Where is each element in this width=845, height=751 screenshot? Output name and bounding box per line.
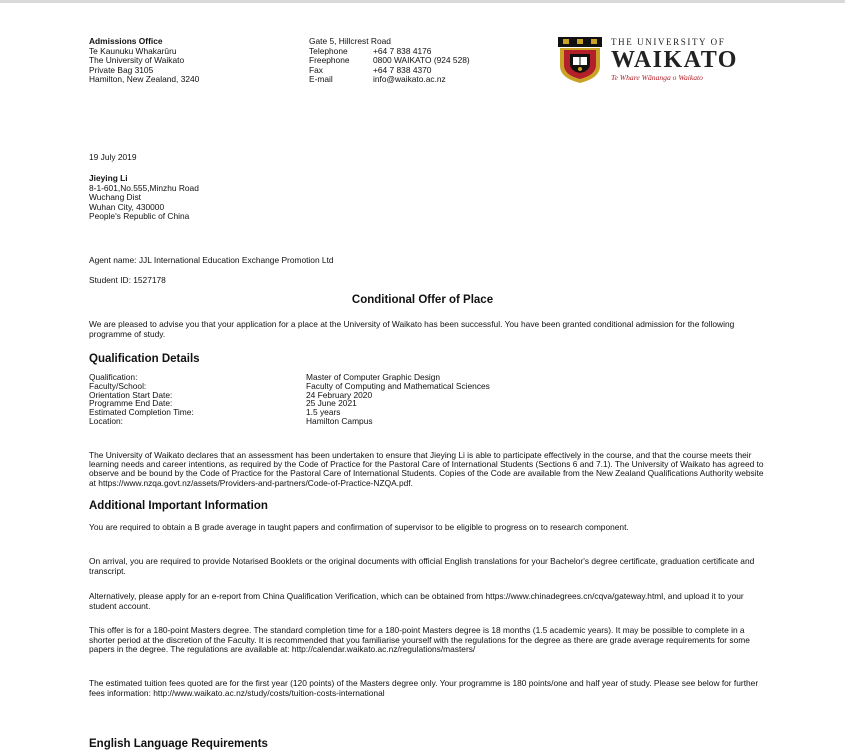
qualification-label: Orientation Start Date: xyxy=(89,389,173,400)
qualification-label: Location: xyxy=(89,415,123,426)
logo-motto: Te Whare Wānanga o Waikato xyxy=(611,73,703,82)
letter-date: 19 July 2019 xyxy=(89,152,137,162)
logo-wordmark xyxy=(611,37,738,83)
recipient-name: Jieying Li xyxy=(89,173,128,183)
intro-paragraph: We are pleased to advise you that your application for a place at the University of Waikato has been successful. You have been granted conditional admission for the following programme of study. xyxy=(89,319,735,339)
additional-info-heading: Additional Important Information xyxy=(89,500,268,512)
recipient-line: People's Republic of China xyxy=(89,211,190,222)
qualification-row xyxy=(89,417,490,426)
recipient-block xyxy=(89,174,199,222)
qualification-label: Estimated Completion Time: xyxy=(89,407,194,418)
office-line: Private Bag 3105 xyxy=(89,64,154,75)
contact-label: Freephone xyxy=(309,55,350,66)
admissions-office-block xyxy=(89,37,199,85)
contact-value: +64 7 838 4176 xyxy=(373,45,432,56)
contact-value: 0800 WAIKATO (924 528) xyxy=(373,55,470,66)
office-line: The University of Waikato xyxy=(89,55,185,66)
qualification-value: Faculty of Computing and Mathematical Sciences xyxy=(306,380,490,391)
street-address: Gate 5, Hillcrest Road xyxy=(309,36,391,46)
agent-name: Agent name: JJL International Education Exchange Promotion Ltd xyxy=(89,255,334,265)
qualification-label: Faculty/School: xyxy=(89,380,147,391)
contact-value: +64 7 838 4370 xyxy=(373,64,432,75)
declaration-paragraph: The University of Waikato declares that an assessment has been undertaken to ensure that Jieying Li is able to participate effectively in the course, and that the course meets their learning needs and career intentions, as required by the Code of Practice for the Pastoral Care of International Students (Sections 6 and 7.1). The University of Waikato has agreed to observe and be bound by the Code of Practice for the Pastoral Care of International Students. Copies of the Code are available from the New Zealand Qualifications Authority website at https://www.nzqa.govt.nz/assets/Providers-and-partners/Code-of-Practice-NZQA.pdf. xyxy=(89,450,764,488)
university-logo xyxy=(557,36,738,84)
contact-label: E-mail xyxy=(309,74,333,85)
contact-row-email xyxy=(309,75,470,85)
info-paragraph: You are required to obtain a B grade average in taught papers and confirmation of supervisor to be eligible to progress on to research component. xyxy=(89,522,629,532)
qualification-label: Programme End Date: xyxy=(89,398,173,409)
qualification-value: 25 June 2021 xyxy=(306,398,357,409)
qualification-value: Hamilton Campus xyxy=(306,415,373,426)
qualification-heading: Qualification Details xyxy=(89,353,200,365)
contact-label: Telephone xyxy=(309,45,348,56)
office-line: Hamilton, New Zealand, 3240 xyxy=(89,74,200,85)
qualification-details xyxy=(89,373,490,426)
recipient-line: Wuchang Dist xyxy=(89,192,141,203)
recipient-line: Wuhan City, 430000 xyxy=(89,201,165,212)
student-id: Student ID: 1527178 xyxy=(89,275,166,285)
qualification-row xyxy=(89,408,490,417)
crest-icon xyxy=(557,36,603,84)
office-name: Admissions Office xyxy=(89,36,163,46)
logo-top-text: THE UNIVERSITY OF xyxy=(611,37,726,47)
qualification-value: Master of Computer Graphic Design xyxy=(306,372,441,382)
english-requirements-heading: English Language Requirements xyxy=(89,738,268,750)
contact-label: Fax xyxy=(309,64,323,75)
info-paragraph: The estimated tuition fees quoted are for the first year (120 points) of the Masters degree only. Your programme is 180 points/one and half year of study. Please see below for further fees information: http://www.waikato.ac.nz/study/costs/tuition-costs-international xyxy=(89,678,759,698)
qualification-value: 1.5 years xyxy=(306,407,341,418)
logo-main-text: WAIKATO xyxy=(611,47,738,73)
office-line: Te Kaunuku Whakarūru xyxy=(89,45,177,56)
recipient-line: 8-1-601,No.555,Minzhu Road xyxy=(89,182,199,193)
qualification-value: 24 February 2020 xyxy=(306,389,373,400)
info-paragraph: This offer is for a 180-point Masters degree. The standard completion time for a 180-point Masters degree is 18 months (1.5 academic years). It may be possible to complete in a shorter period at the discretion of the Faculty. It is recommended that you familiarise yourself with the regulations for the degree as there are grade average requirements for some papers in the degree. The regulations are available at: http://calendar.waikato.ac.nz/regulations/masters/ xyxy=(89,625,750,655)
info-paragraph: On arrival, you are required to provide Notarised Booklets or the original documents with official English translations for your Bachelor's degree certificate, graduation certificate and transcript. xyxy=(89,556,755,576)
qualification-label: Qualification: xyxy=(89,372,138,382)
info-paragraph: Alternatively, please apply for an e-report from China Qualification Verification, which can be obtained from https://www.chinadegrees.cn/cqva/gateway.html, and upload it to your student account. xyxy=(89,591,744,611)
contact-value: info@waikato.ac.nz xyxy=(373,74,446,85)
offer-title: Conditional Offer of Place xyxy=(351,294,494,306)
contact-block xyxy=(309,37,470,85)
